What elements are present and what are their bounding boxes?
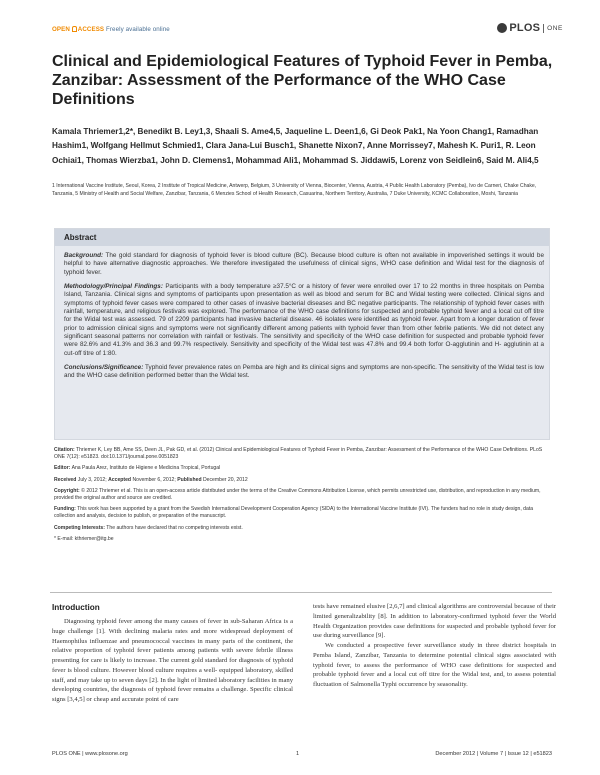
intro-paragraph-continued: tests have remained elusive [2,6,7] and clinical algorithms are controversial because of their limited generalizability [8]. In addition to laboratory-confirmed typhoid fever the World Health Organization provides case definitions for suspected and probable typhoid fever for use during surveillance [9]. [313, 603, 556, 640]
abstract-methods [64, 283, 544, 358]
open-access-banner [52, 26, 170, 33]
open-access-label: OPEN [52, 26, 70, 33]
plos-logo-icon [497, 23, 507, 33]
open-lock-icon [72, 26, 77, 32]
methods-label: Methodology/Principal Findings: [64, 283, 163, 291]
article-metadata [54, 447, 550, 547]
plos-one-logo [497, 22, 563, 34]
abstract-box [54, 228, 550, 440]
logo-divider [543, 24, 544, 33]
access-label: ACCESS [77, 26, 105, 33]
abstract-conclusions [64, 364, 544, 381]
abstract-body [64, 252, 544, 387]
abstract-background [64, 252, 544, 277]
introduction-column-right [313, 602, 556, 690]
competing-interests: Competing Interests: The authors have declared that no competing interests exist. [54, 524, 243, 531]
author-affiliations: 1 International Vaccine Institute, Seoul, Korea, 2 Institute of Tropical Medicine, Antwerp, Belgium, 3 University of Vienna, Biocenter, Vienna, Austria, 4 Public Health Laboratory (Pemba), Ivo de Carneri, Chake Chake, Tanzania, 5 Ministry of Health and Social Welfare, Zanzibar, Tanzania, 6 Menzies School of Health Research, Casuarina, Northern Territory, Australia, 7 Duke University, KCMC Collaboration, Moshi, Tanzania [52, 183, 537, 197]
footer-page-number: 1 [296, 751, 300, 757]
freely-available-label: Freely available online [105, 26, 170, 33]
page-header [0, 0, 600, 34]
dates: Received July 3, 2012; Accepted November 6, 2012; Published December 20, 2012 [54, 476, 248, 483]
one-logo-text: ONE [547, 24, 563, 32]
background-label: Background: [64, 252, 104, 259]
copyright: Copyright: © 2012 Thriemer et al. This is an open-access article distributed under the terms of the Creative Commons Attribution License, which permits unrestricted use, distribution, and reproduction in any medium, provided the original author and source are credited. [54, 487, 541, 502]
corresponding-email[interactable]: * E-mail: kthriemer@itg.be [54, 535, 114, 542]
methods-text: Participants with a body temperature ≥37.5°C or a history of fever were enrolled over 17 to 22 months in three hospitals on Pemba Island, Tanzania. Clinical signs and symptoms of participants upon presentation as well as blood and serum for BC and Widal testing were collected. Clinical signs and symptoms of typhoid fever cases were compared to other cases of invasive bacterial diseases and BC negative participants. The relationship of typhoid fever cases with rainfall, temperature, and religious festivals was explored. The performance of the WHO case definitions for suspected and probable typhoid fever and a local cut off titre for the Widal test was assessed. 79 of 2209 participants had invasive bacterial disease. 46 isolates were identified as typhoid fever. Apart from a longer duration of fever prior to admission clinical signs and symptoms were not significantly different among patients with typhoid fever than from other febrile patients. We did not detect any significant seasonal patterns nor correlation with rainfall or festivals. The sensitivity and specificity of the WHO case definition for suspected and probable typhoid fever were 82.6% and 41.3% and 36.3 and 99.7% respectively. Sensitivity and specificity of the Widal test was 47.8% and 99.4 both forfor O-agglutinin and H- agglutinin at a cut-off titre of 1:80. [64, 283, 545, 357]
introduction-column-left: Diagnosing typhoid fever among the many causes of fever in sub-Saharan Africa is a huge challenge [1]. With declining malaria rates and more widespread deployment of Haemophilus influenzae and pneumococcal vaccines in many parts of the continent, the relative proportion of typhoid fever patients among patients with severe febrile illness presenting for care is likely to increase. The current gold standard for diagnosis of typhoid fever is blood culture. However blood culture requires a well- equipped laboratory, skilled staff, and may take up to seven days [2]. In the light of limited laboratory facilities in many developing countries, the diagnosis of typhoid fever remains a challenge. Specific clinical signs [3,4,5] or cheap and accurate point of care [52, 618, 293, 703]
conclusions-text: Typhoid fever prevalence rates on Pemba are high and its clinical signs and symptoms are non-specific. The sensitivity of the Widal test is low and the WHO case definition performed better than the Widal test. [64, 364, 545, 380]
author-list: Kamala Thriemer1,2*, Benedikt B. Ley1,3, Shaali S. Ame4,5, Jaqueline L. Deen1,6, Gi Deok Pak1, Na Yoon Chang1, Ramadhan Hashim1, Wolfgang Hellmut Schmied1, Clara Jana-Lui Busch1, Shanette Nixon7, Anne Morrissey7, Mahesh K. Puri1, R. Leon Ochiai1, Thomas Wierzba1, John D. Clemens1, Mohammad Ali1, Mohammad S. Jiddawi5, Lorenz von Seidlein6, Said M. Ali4,5 [52, 127, 539, 165]
abstract-heading: Abstract [55, 229, 549, 246]
introduction-heading: Introduction [52, 603, 100, 612]
article-title: Clinical and Epidemiological Features of Typhoid Fever in Pemba, Zanzibar: Assessment of the Performance of the WHO Case Definitions [52, 53, 553, 108]
intro-paragraph-study: We conducted a prospective fever surveillance study in three district hospitals in Pemba Island, Zanzibar, Tanzania to determine potential clinical signs associated with typhoid fever, to assess the performance of WHO case definitions for suspected and probable typhoid fever and a local cut off titre for the Widal test, and, to assess potential fluctuation of Salmonella Typhi occurrence by seasonality. [313, 642, 556, 688]
footer-journal: PLOS ONE | www.plosone.org [52, 751, 128, 757]
conclusions-label: Conclusions/Significance: [64, 364, 144, 372]
funding: Funding: This work has been supported by a grant from the Swedish International Development Cooperation Agency (SIDA) to the International Vaccine Institute (IVI). The funders had no role in study design, data collection and analysis, decision to publish, or preparation of the manuscript. [54, 506, 534, 520]
editor: Editor: Ana Paula Arez, Instituto de Higiene e Medicina Tropical, Portugal [54, 465, 221, 472]
section-divider [50, 592, 552, 593]
page-footer [52, 751, 552, 761]
citation: Citation: Thriemer K, Ley BB, Ame SS, Deen JL, Pak GD, et al. (2012) Clinical and Epidemiological Features of Typhoid Fever in Pemba, Zanzibar: Assessment of the Performance of the WHO Case Definitions. PLoS ONE 7(12): e51823. doi:10.1371/journal.pone.0051823 [54, 447, 543, 461]
footer-issue: December 2012 | Volume 7 | Issue 12 | e51823 [435, 751, 552, 757]
background-text: The gold standard for diagnosis of typhoid fever is blood culture (BC). Because blood culture is often not available in impoverished settings it would be helpful to have alternative diagnostic approaches. We therefore investigated the usefulness of clinical signs, WHO case definition and Widal test for the diagnosis of typhoid fever. [64, 252, 544, 276]
plos-logo-text: PLOS [509, 22, 541, 34]
